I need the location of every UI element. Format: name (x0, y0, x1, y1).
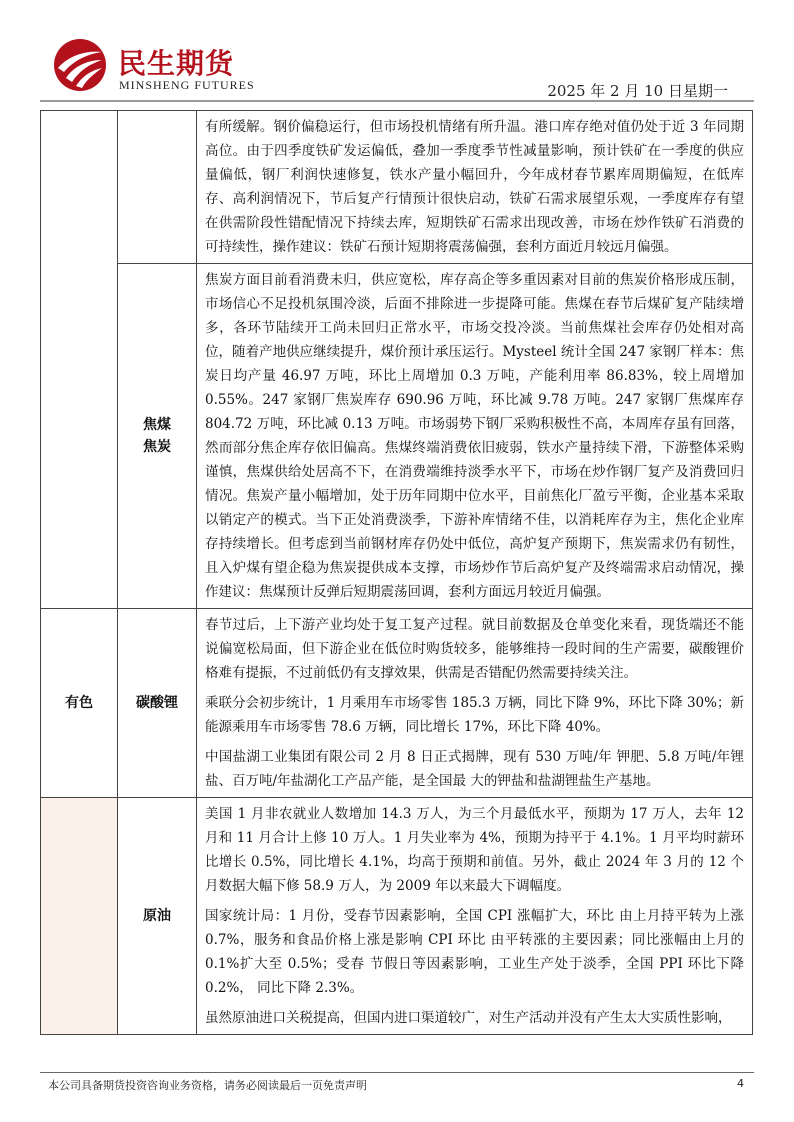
subcategory-crude: 原油 (118, 798, 197, 1035)
footer-divider (40, 1072, 754, 1073)
coke-label-line2: 焦炭 (143, 439, 171, 455)
header-divider (40, 100, 754, 102)
crude-paragraph: 国家统计局：1 月份，受春节因素影响，全国 CPI 涨幅扩大，环比 由上月持平转为上涨 0.7%，服务和食品价格上涨是影响 CPI 环比 由平转涨的主要因素；同比涨幅由上月的 0.1%扩大至 0.5%；受春 节假日等因素影响，工业生产处于淡季，全国 PPI 环比下降 0.2%， 同比下降 2.3%。 (205, 908, 744, 996)
coke-text: 焦炭方面目前看消费未归，供应宽松，库存高企等多重因素对目前的焦炭价格形成压制，市场信心不足投机氛围冷淡，后面不排除进一步提降可能。焦煤在春节后煤矿复产陆续增多，各环节陆续开工尚未回归正常水平，市场交投冷淡。当前焦煤社会库存仍处相对高位，随着产地供应继续提升，煤价预计承压运行。Mysteel 统计全国 247 家钢厂样本：焦炭日均产量 46.97 万吨，环比上周增加 0.3 万吨，产能利用率 86.83%，较上周增加 0.55%。247 家钢厂焦炭库存 690.96 万吨，环比减 9.78 万吨。247 家钢厂焦煤库存 804.72 万吨，环比减 0.13 万吨。市场弱势下钢厂采购积极性不高，本周库存虽有回落，然而部分焦企库存依旧偏高。焦煤终端消费依旧疲弱，铁水产量持续下滑，下游整体采购谨慎，焦煤供给处居高不下，在消费端维持淡季水平下，市场在炒作钢厂复产及消费回归情况。焦炭产量小幅增加，处于历年同期中位水平，目前焦化厂盈亏平衡，企业基本采取以销定产的模式。当下正处消费淡季，下游补库情绪不佳，以消耗库存为主，焦化企业库存持续增长。但考虑到当前钢材库存仍处中低位，高炉复产预期下，焦炭需求仍有韧性，且入炉煤有望企稳为焦炭提供成本支撑，市场炒作节后高炉复产及终端需求启动情况，操作建议：焦煤预计反弹后短期震荡回调，套利方面远月较近月偏强。 (197, 264, 753, 609)
commodity-table (40, 110, 753, 1035)
brand-name-en: MINSHENG FUTURES (119, 78, 255, 92)
lithium-paragraph: 春节过后，上下游产业均处于复工复产过程。就目前数据及仓单变化来看，现货端还不能说偏宽松局面，但下游企业在低位时购货较多，能够维持一段时间的生产需要，碳酸锂价格难有提振，不过前低仍有支撑效果，供需是否错配仍然需要持续关注。 (205, 617, 744, 681)
category-cell-shaded (41, 798, 118, 1035)
page-header (0, 0, 794, 104)
lithium-paragraph: 中国盐湖工业集团有限公司 2 月 8 日正式揭牌，现有 530 万吨/年 钾肥、5.8 万吨/年锂盐、百万吨/年盐湖化工产品产能，是全国最 大的钾盐和盐湖锂盐生产基地。 (205, 749, 744, 789)
report-date: 2025 年 2 月 10 日星期一 (547, 82, 728, 100)
lithium-paragraph: 乘联分会初步统计，1 月乘用车市场零售 185.3 万辆，同比下降 9%，环比下降 30%；新能源乘用车市场零售 78.6 万辆，同比增长 17%，环比下降 40%。 (205, 695, 744, 735)
category-nonferrous: 有色 (41, 609, 118, 798)
minsheng-logo-icon (52, 38, 108, 92)
crude-text (197, 798, 753, 1035)
category-cell-empty (41, 111, 118, 609)
footer-disclaimer: 本公司具备期货投资咨询业务资格，请务必阅读最后一页免责声明 (48, 1079, 367, 1092)
table-row-crude (41, 798, 753, 1035)
crude-paragraph: 虽然原油进口关税提高，但国内进口渠道较广，对生产活动并没有产生太大实质性影响， (205, 1010, 732, 1026)
coke-label-line1: 焦煤 (143, 417, 171, 433)
subcategory-coke (118, 264, 197, 609)
page-number: 4 (737, 1077, 744, 1090)
subcategory-lithium: 碳酸锂 (118, 609, 197, 798)
iron-ore-text: 有所缓解。钢价偏稳运行，但市场投机情绪有所升温。港口库存绝对值仍处于近 3 年同期高位。由于四季度铁矿发运偏低，叠加一季度季节性减量影响，预计铁矿在一季度的供应量偏低，钢厂利润快速修复，铁水产量小幅回升，今年成材春节累库周期偏短，在低库存、高利润情况下，节后复产行情预计很快启动，铁矿石需求展望乐观，一季度库存有望在供需阶段性错配情况下持续去库，短期铁矿石需求出现改善，市场在炒作铁矿石消费的可持续性，操作建议：铁矿石预计短期将震荡偏强，套利方面近月较远月偏强。 (197, 111, 753, 264)
table-row-lithium (41, 609, 753, 798)
lithium-text (197, 609, 753, 798)
crude-paragraph: 美国 1 月非农就业人数增加 14.3 万人，为三个月最低水平，预期为 17 万人，去年 12 月和 11 月合计上修 10 万人。1 月失业率为 4%，预期为持平于 4.1%。1 月平均时薪环比增长 0.5%，同比增长 4.1%，均高于预期和前值。另外，截止 2024 年 3 月的 12 个月数据大幅下修 58.9 万人，为 2009 年以来最大下调幅度。 (205, 806, 744, 894)
brand-name-cn: 民生期货 (118, 47, 235, 80)
table-row-coke (41, 264, 753, 609)
table-row-iron-ore (41, 111, 753, 264)
subcategory-cell-empty (118, 111, 197, 264)
